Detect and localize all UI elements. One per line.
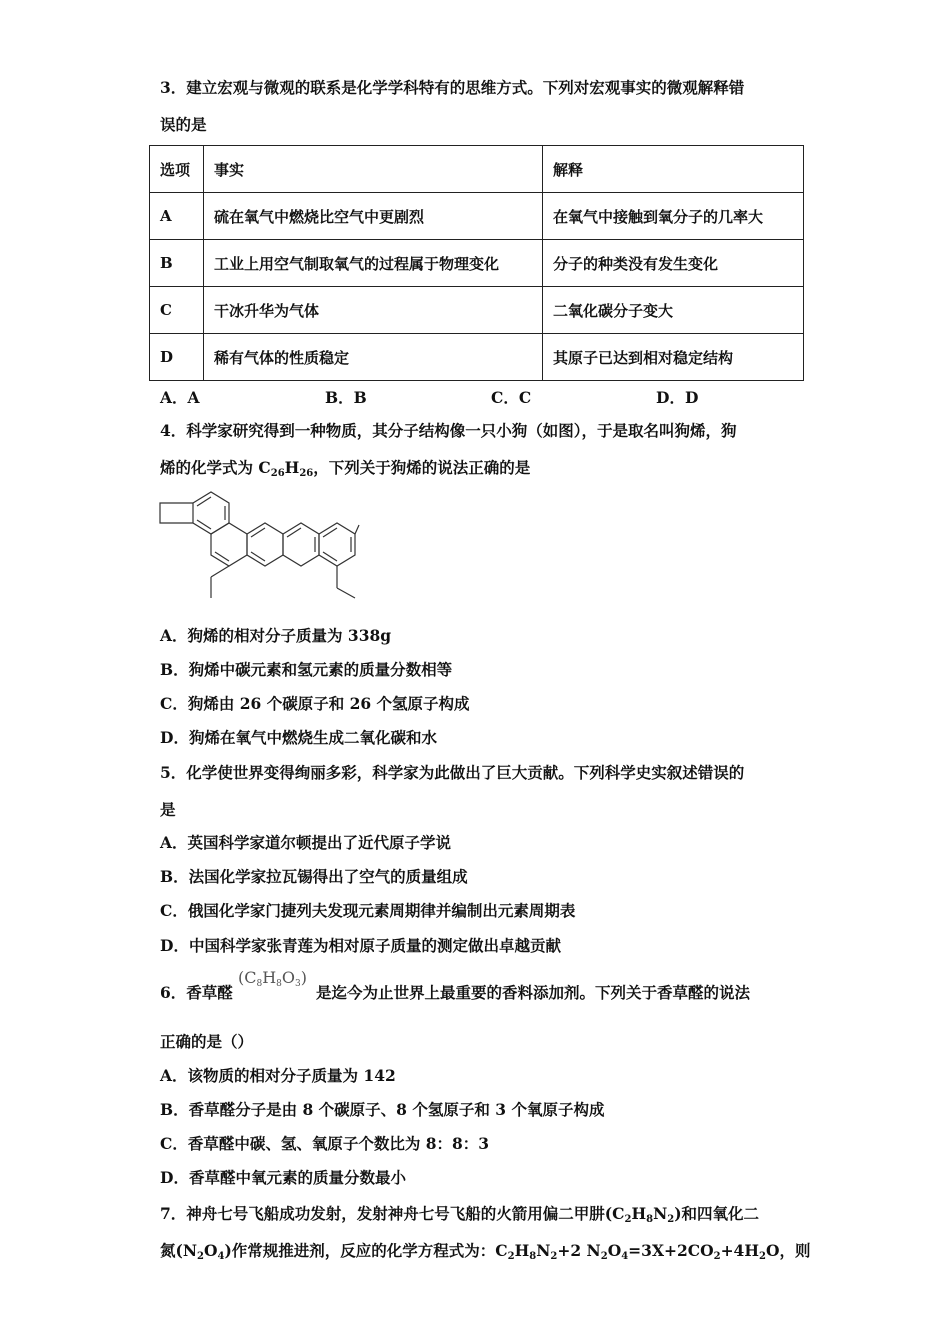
q4-stem-text: H — [284, 458, 300, 477]
q7-text: O，则 — [765, 1241, 811, 1260]
q7-sub: 2 — [624, 1214, 632, 1225]
table-cell-fact: 稀有气体的性质稳定 — [204, 334, 543, 381]
q3-choice-a: A．A — [160, 388, 200, 407]
q7-sub: 2 — [713, 1251, 721, 1262]
q7-text: H — [631, 1204, 647, 1223]
q4-stem-line2 — [160, 458, 530, 478]
q3-choice-c: C．C — [491, 388, 532, 407]
q6-formula-part: (C — [238, 968, 257, 987]
q7-text: 氮(N — [160, 1241, 198, 1260]
q7-sub: 2 — [758, 1251, 766, 1262]
q5-option-a: A．英国科学家道尔顿提出了近代原子学说 — [160, 833, 452, 852]
table-cell-option: D — [150, 334, 204, 381]
table-cell-explain: 在氧气中接触到氧分子的几率大 — [543, 193, 804, 240]
q3-stem-line1: 3．建立宏观与微观的联系是化学学科特有的思维方式。下列对宏观事实的微观解释错 — [160, 78, 745, 97]
q3-stem-line2: 误的是 — [160, 115, 207, 134]
table-header-cell: 事实 — [204, 146, 543, 193]
q6-option-d: D．香草醛中氧元素的质量分数最小 — [160, 1168, 406, 1187]
q4-option-c: C．狗烯由 26 个碳原子和 26 个氢原子构成 — [160, 694, 470, 713]
q7-text: +2 N — [557, 1241, 601, 1260]
table-cell-option: B — [150, 240, 204, 287]
q4-stem-text: ，下列关于狗烯的说法正确的是 — [313, 458, 531, 477]
table-row — [150, 240, 804, 287]
q7-text: N — [653, 1204, 668, 1223]
table-header-row — [150, 146, 804, 193]
q4-subscript: 26 — [299, 468, 314, 479]
q6-formula-part: O — [281, 968, 296, 987]
table-cell-option: A — [150, 193, 204, 240]
dog-ene-molecule-structure-icon — [150, 482, 360, 604]
q7-text: =3X+2CO — [628, 1241, 714, 1260]
q4-option-b: B．狗烯中碳元素和氢元素的质量分数相等 — [160, 660, 453, 679]
q7-text: N — [536, 1241, 551, 1260]
q7-sub: 2 — [197, 1251, 204, 1262]
q5-option-b: B．法国化学家拉瓦锡得出了空气的质量组成 — [160, 867, 468, 886]
q7-text: 7．神舟七号飞船成功发射，发射神舟七号飞船的火箭用偏二甲肼(C — [160, 1204, 625, 1223]
q6-stem-pre: 6．香草醛 — [160, 983, 233, 1002]
q6-option-b: B．香草醛分子是由 8 个碳原子、8 个氢原子和 3 个氧原子构成 — [160, 1100, 605, 1119]
q7-line2 — [160, 1241, 810, 1261]
q7-text: )和四氧化二 — [674, 1204, 760, 1223]
q7-sub: 2 — [667, 1214, 675, 1225]
q7-sub: 8 — [529, 1251, 537, 1262]
q5-option-d: D．中国科学家张青莲为相对原子质量的测定做出卓越贡献 — [160, 936, 561, 955]
q7-sub: 4 — [621, 1251, 629, 1262]
q4-option-a: A．狗烯的相对分子质量为 338g — [160, 626, 392, 645]
q7-sub: 2 — [507, 1251, 515, 1262]
q4-subscript: 26 — [270, 468, 285, 479]
q3-choice-d: D．D — [656, 388, 699, 407]
q6-stem-post: 是迄今为止世界上最重要的香料添加剂。下列关于香草醛的说法 — [316, 983, 751, 1002]
q5-stem-line1: 5．化学使世界变得绚丽多彩，科学家为此做出了巨大贡献。下列科学史实叙述错误的 — [160, 763, 745, 782]
table-header-cell: 选项 — [150, 146, 204, 193]
q3-choice-b: B．B — [325, 388, 367, 407]
table-cell-option: C — [150, 287, 204, 334]
table-cell-explain: 其原子已达到相对稳定结构 — [543, 334, 804, 381]
q6-option-a: A．该物质的相对分子质量为 142 — [160, 1066, 396, 1085]
q4-option-d: D．狗烯在氧气中燃烧生成二氧化碳和水 — [160, 728, 437, 747]
q4-stem-line1: 4．科学家研究得到一种物质，其分子结构像一只小狗（如图），于是取名叫狗烯，狗 — [160, 421, 737, 440]
q6-option-c: C．香草醛中碳、氢、氧原子个数比为 8：8：3 — [160, 1134, 490, 1153]
table-row — [150, 334, 804, 381]
table-row — [150, 287, 804, 334]
q5-option-c: C．俄国化学家门捷列夫发现元素周期律并编制出元素周期表 — [160, 901, 576, 920]
q6-formula-sub: 3 — [295, 979, 301, 989]
q6-formula-sub: 8 — [276, 979, 282, 989]
q5-stem-line2: 是 — [160, 800, 176, 819]
q6-formula-part: H — [262, 968, 277, 987]
q7-line1 — [160, 1204, 759, 1224]
table-row — [150, 193, 804, 240]
q7-text: H — [514, 1241, 530, 1260]
q7-sub: 2 — [600, 1251, 608, 1262]
q6-formula-part: ) — [300, 968, 308, 987]
q6-formula — [238, 968, 307, 987]
q7-text: O — [607, 1241, 622, 1260]
table-cell-fact: 干冰升华为气体 — [204, 287, 543, 334]
q7-text: +4H — [720, 1241, 759, 1260]
table-cell-explain: 二氧化碳分子变大 — [543, 287, 804, 334]
table-cell-fact: 工业上用空气制取氧气的过程属于物理变化 — [204, 240, 543, 287]
q7-text: O — [203, 1241, 218, 1260]
table-header-cell: 解释 — [543, 146, 804, 193]
table-cell-fact: 硫在氧气中燃烧比空气中更剧烈 — [204, 193, 543, 240]
q7-sub: 4 — [217, 1251, 225, 1262]
q3-table — [149, 145, 804, 381]
q7-text: )作常规推进剂，反应的化学方程式为：C — [224, 1241, 508, 1260]
q7-sub: 8 — [646, 1214, 654, 1225]
q6-formula-sub: 8 — [256, 979, 263, 989]
q6-stem-line2: 正确的是（） — [160, 1032, 254, 1051]
q7-sub: 2 — [550, 1251, 558, 1262]
table-cell-explain: 分子的种类没有发生变化 — [543, 240, 804, 287]
q4-stem-text: 烯的化学式为 C — [160, 458, 271, 477]
